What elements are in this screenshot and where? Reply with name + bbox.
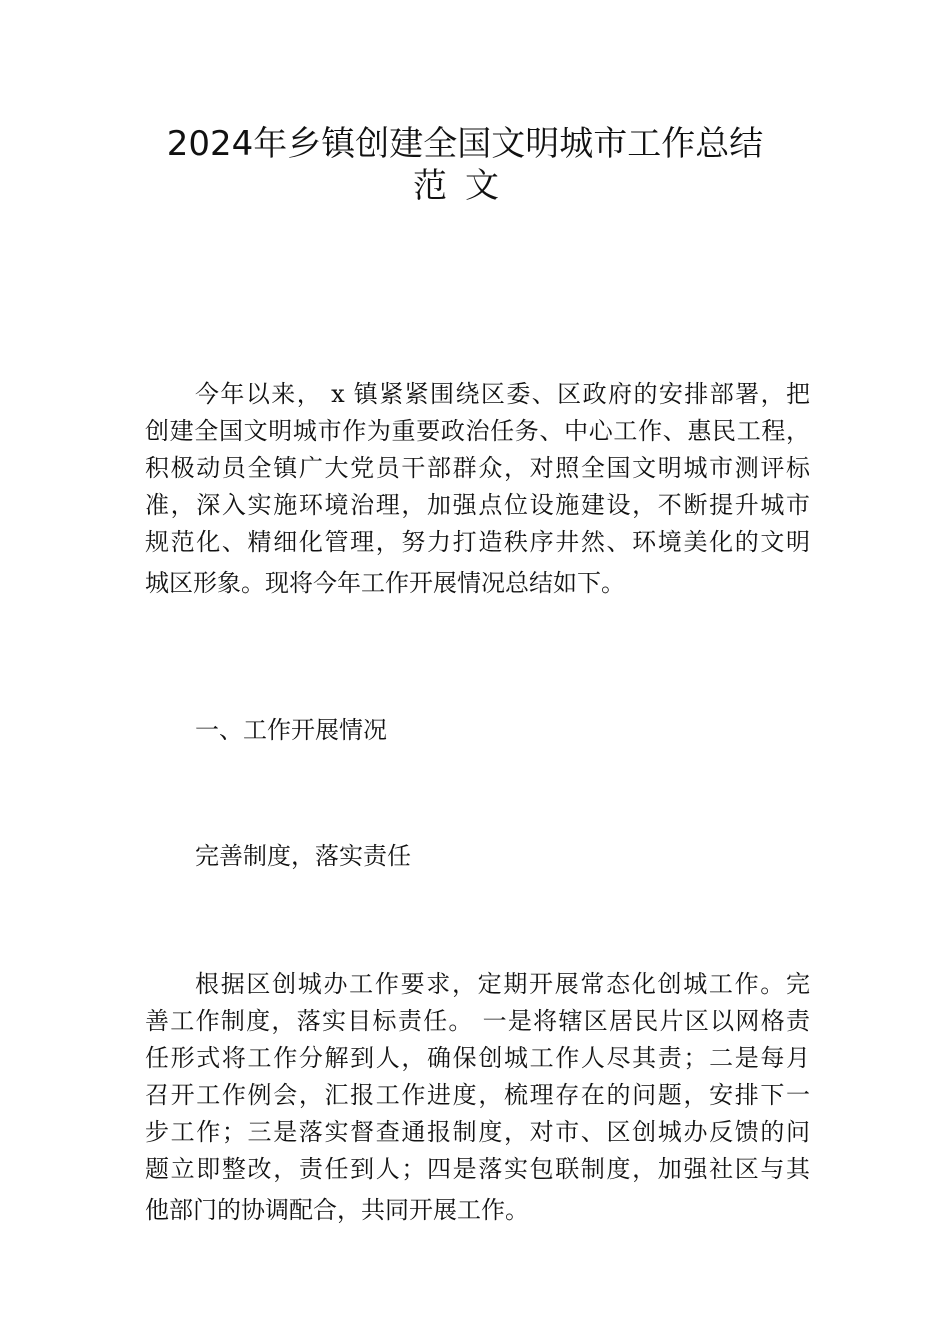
- document-title: 2024年乡镇创建全国文明城市工作总结: [166, 124, 764, 164]
- document-title-continued: 范文: [413, 166, 517, 206]
- paragraph-line: 题立即整改，责任到人；四是落实包联制度，加强社区与其: [145, 1155, 810, 1183]
- paragraph-line: 创建全国文明城市作为重要政治任务、中心工作、惠民工程，: [145, 417, 810, 445]
- subsection-heading: 完善制度，落实责任: [195, 842, 411, 870]
- body-paragraph: [145, 966, 810, 1229]
- section-heading: 一、工作开展情况: [195, 716, 387, 744]
- paragraph-line: 步工作；三是落实督查通报制度，对市、区创城办反馈的问: [145, 1118, 810, 1146]
- paragraph-line: 任形式将工作分解到人，确保创城工作人尽其责；二是每月: [145, 1044, 810, 1072]
- paragraph-line: 他部门的协调配合，共同开展工作。: [145, 1196, 529, 1224]
- paragraph-line: 召开工作例会，汇报工作进度，梳理存在的问题，安排下一: [145, 1081, 810, 1109]
- intro-paragraph: [145, 376, 810, 602]
- paragraph-line: 积极动员全镇广大党员干部群众，对照全国文明城市测评标: [145, 454, 810, 482]
- paragraph-line: 根据区创城办工作要求，定期开展常态化创城工作。完: [195, 970, 810, 998]
- paragraph-line: 规范化、精细化管理，努力打造秩序井然、环境美化的文明: [145, 528, 810, 556]
- paragraph-line: 今年以来， x 镇紧紧围绕区委、区政府的安排部署，把: [195, 380, 810, 408]
- paragraph-line: 城区形象。现将今年工作开展情况总结如下。: [145, 569, 625, 597]
- paragraph-line: 善工作制度，落实目标责任。 一是将辖区居民片区以网格责: [145, 1007, 810, 1035]
- paragraph-line: 准，深入实施环境治理，加强点位设施建设，不断提升城市: [145, 491, 810, 519]
